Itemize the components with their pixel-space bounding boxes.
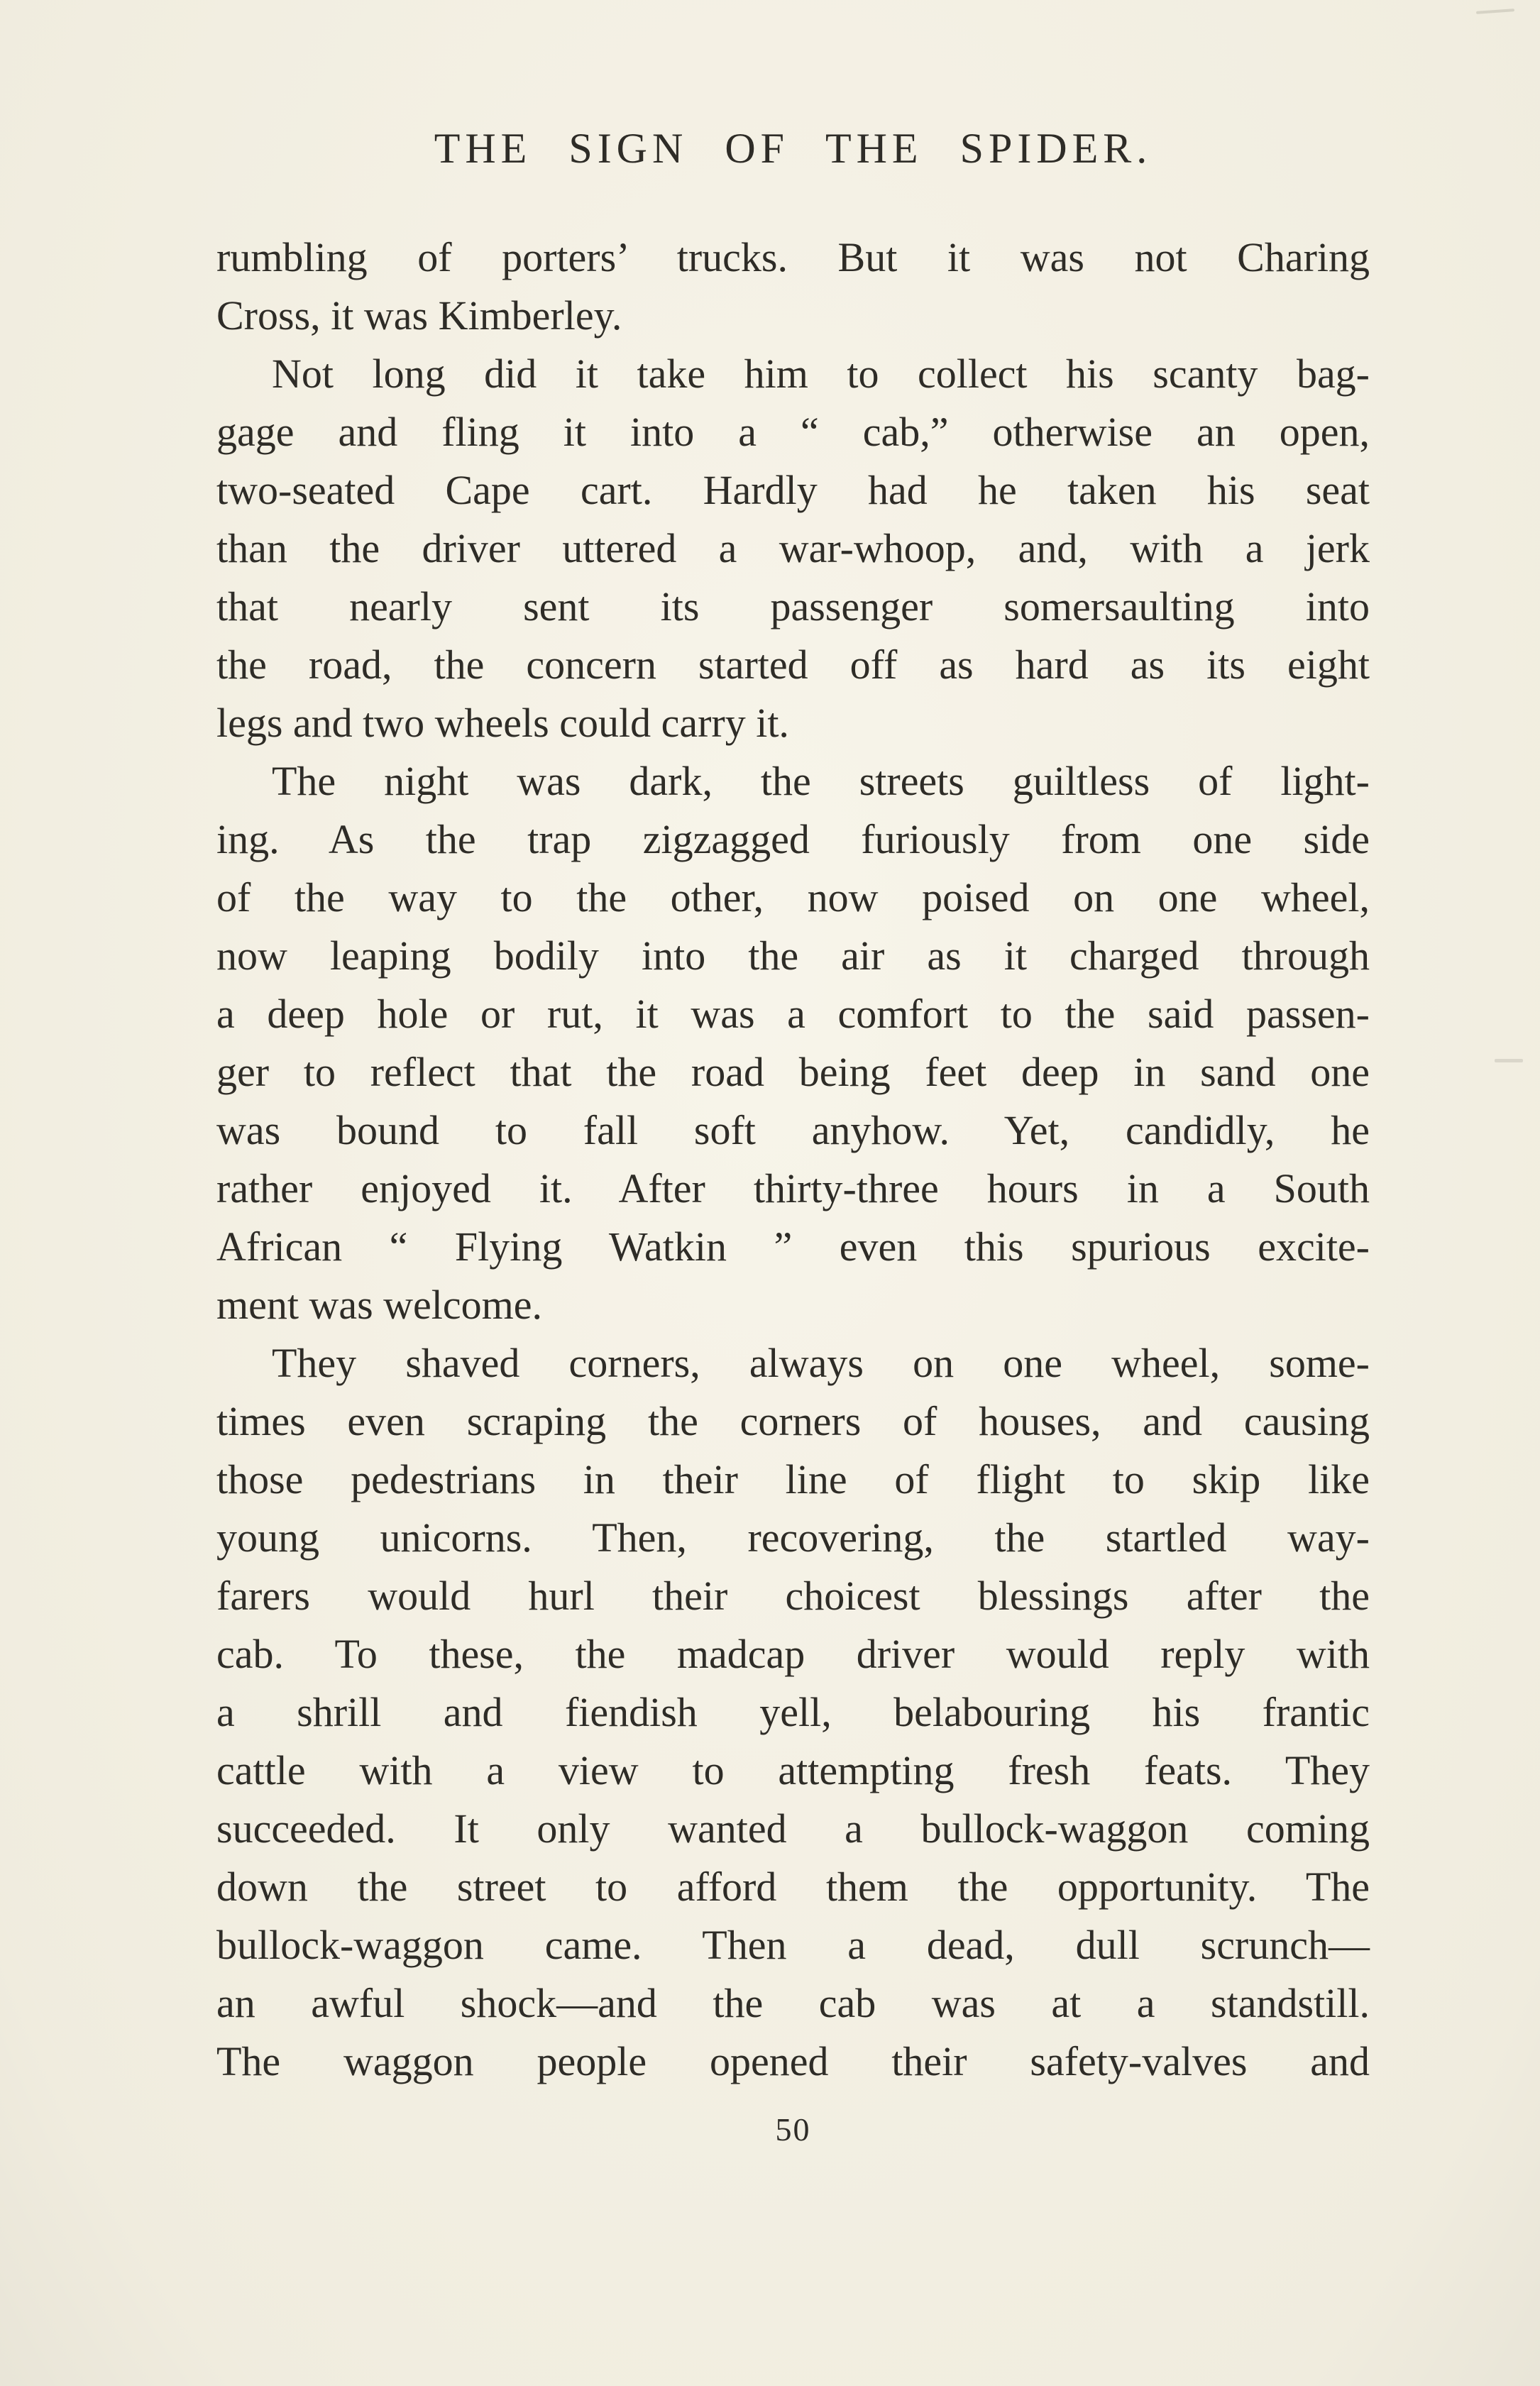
text-line: ment was welcome. xyxy=(216,1282,543,1328)
text-line: The waggon people opened their safety-valves and xyxy=(216,2038,1370,2084)
text-line: rather enjoyed it. After thirty-three hours in a South xyxy=(216,1165,1370,1211)
text-line: now leaping bodily into the air as it charged through xyxy=(216,933,1370,979)
text-line: of the way to the other, now poised on one wheel, xyxy=(216,874,1370,920)
text-line: cab. To these, the madcap driver would reply with xyxy=(216,1631,1370,1677)
text-line: young unicorns. Then, recovering, the startled way- xyxy=(216,1514,1370,1561)
text-line: gage and fling it into a “ cab,” otherwise an open, xyxy=(216,409,1370,455)
text-line: a deep hole or rut, it was a comfort to the said passen- xyxy=(216,991,1370,1037)
text-line: They shaved corners, always on one wheel, some- xyxy=(272,1340,1370,1386)
text-line: times even scraping the corners of houses, and causing xyxy=(216,1398,1370,1444)
running-header: THE SIGN OF THE SPIDER. xyxy=(434,125,1153,172)
text-line: than the driver uttered a war-whoop, and, with a jerk xyxy=(216,525,1370,571)
text-line: legs and two wheels could carry it. xyxy=(216,700,789,746)
text-line: African “ Flying Watkin ” even this spurious excite- xyxy=(216,1224,1370,1270)
text-line: was bound to fall soft anyhow. Yet, candidly, he xyxy=(216,1107,1370,1153)
scan-artifact-mark xyxy=(1495,1059,1523,1062)
text-line: ger to reflect that the road being feet deep in sand one xyxy=(216,1049,1370,1095)
text-line: farers would hurl their choicest blessings after the xyxy=(216,1573,1370,1619)
text-line: Cross, it was Kimberley. xyxy=(216,292,622,339)
text-line: Not long did it take him to collect his scanty bag- xyxy=(272,351,1370,397)
page-text xyxy=(216,229,1370,2091)
text-line: those pedestrians in their line of flight to skip like xyxy=(216,1456,1370,1502)
text-line: ing. As the trap zigzagged furiously from one side xyxy=(216,816,1370,862)
text-line: succeeded. It only wanted a bullock-waggon coming xyxy=(216,1805,1370,1852)
text-line: the road, the concern started off as hard as its eight xyxy=(216,642,1370,688)
text-line: two-seated Cape cart. Hardly had he taken his seat xyxy=(216,467,1370,513)
text-line: that nearly sent its passenger somersaulting into xyxy=(216,583,1370,630)
text-line: a shrill and fiendish yell, belabouring his frantic xyxy=(216,1689,1370,1735)
text-line: cattle with a view to attempting fresh feats. They xyxy=(216,1747,1370,1793)
page-number: 50 xyxy=(775,2111,811,2148)
text-line: down the street to afford them the opportunity. The xyxy=(216,1864,1370,1910)
text-line: bullock-waggon came. Then a dead, dull scrunch— xyxy=(216,1922,1370,1968)
text-line: an awful shock—and the cab was at a standstill. xyxy=(216,1980,1370,2026)
text-line: rumbling of porters’ trucks. But it was not Charing xyxy=(216,234,1370,280)
text-line: The night was dark, the streets guiltless of light- xyxy=(272,758,1370,804)
